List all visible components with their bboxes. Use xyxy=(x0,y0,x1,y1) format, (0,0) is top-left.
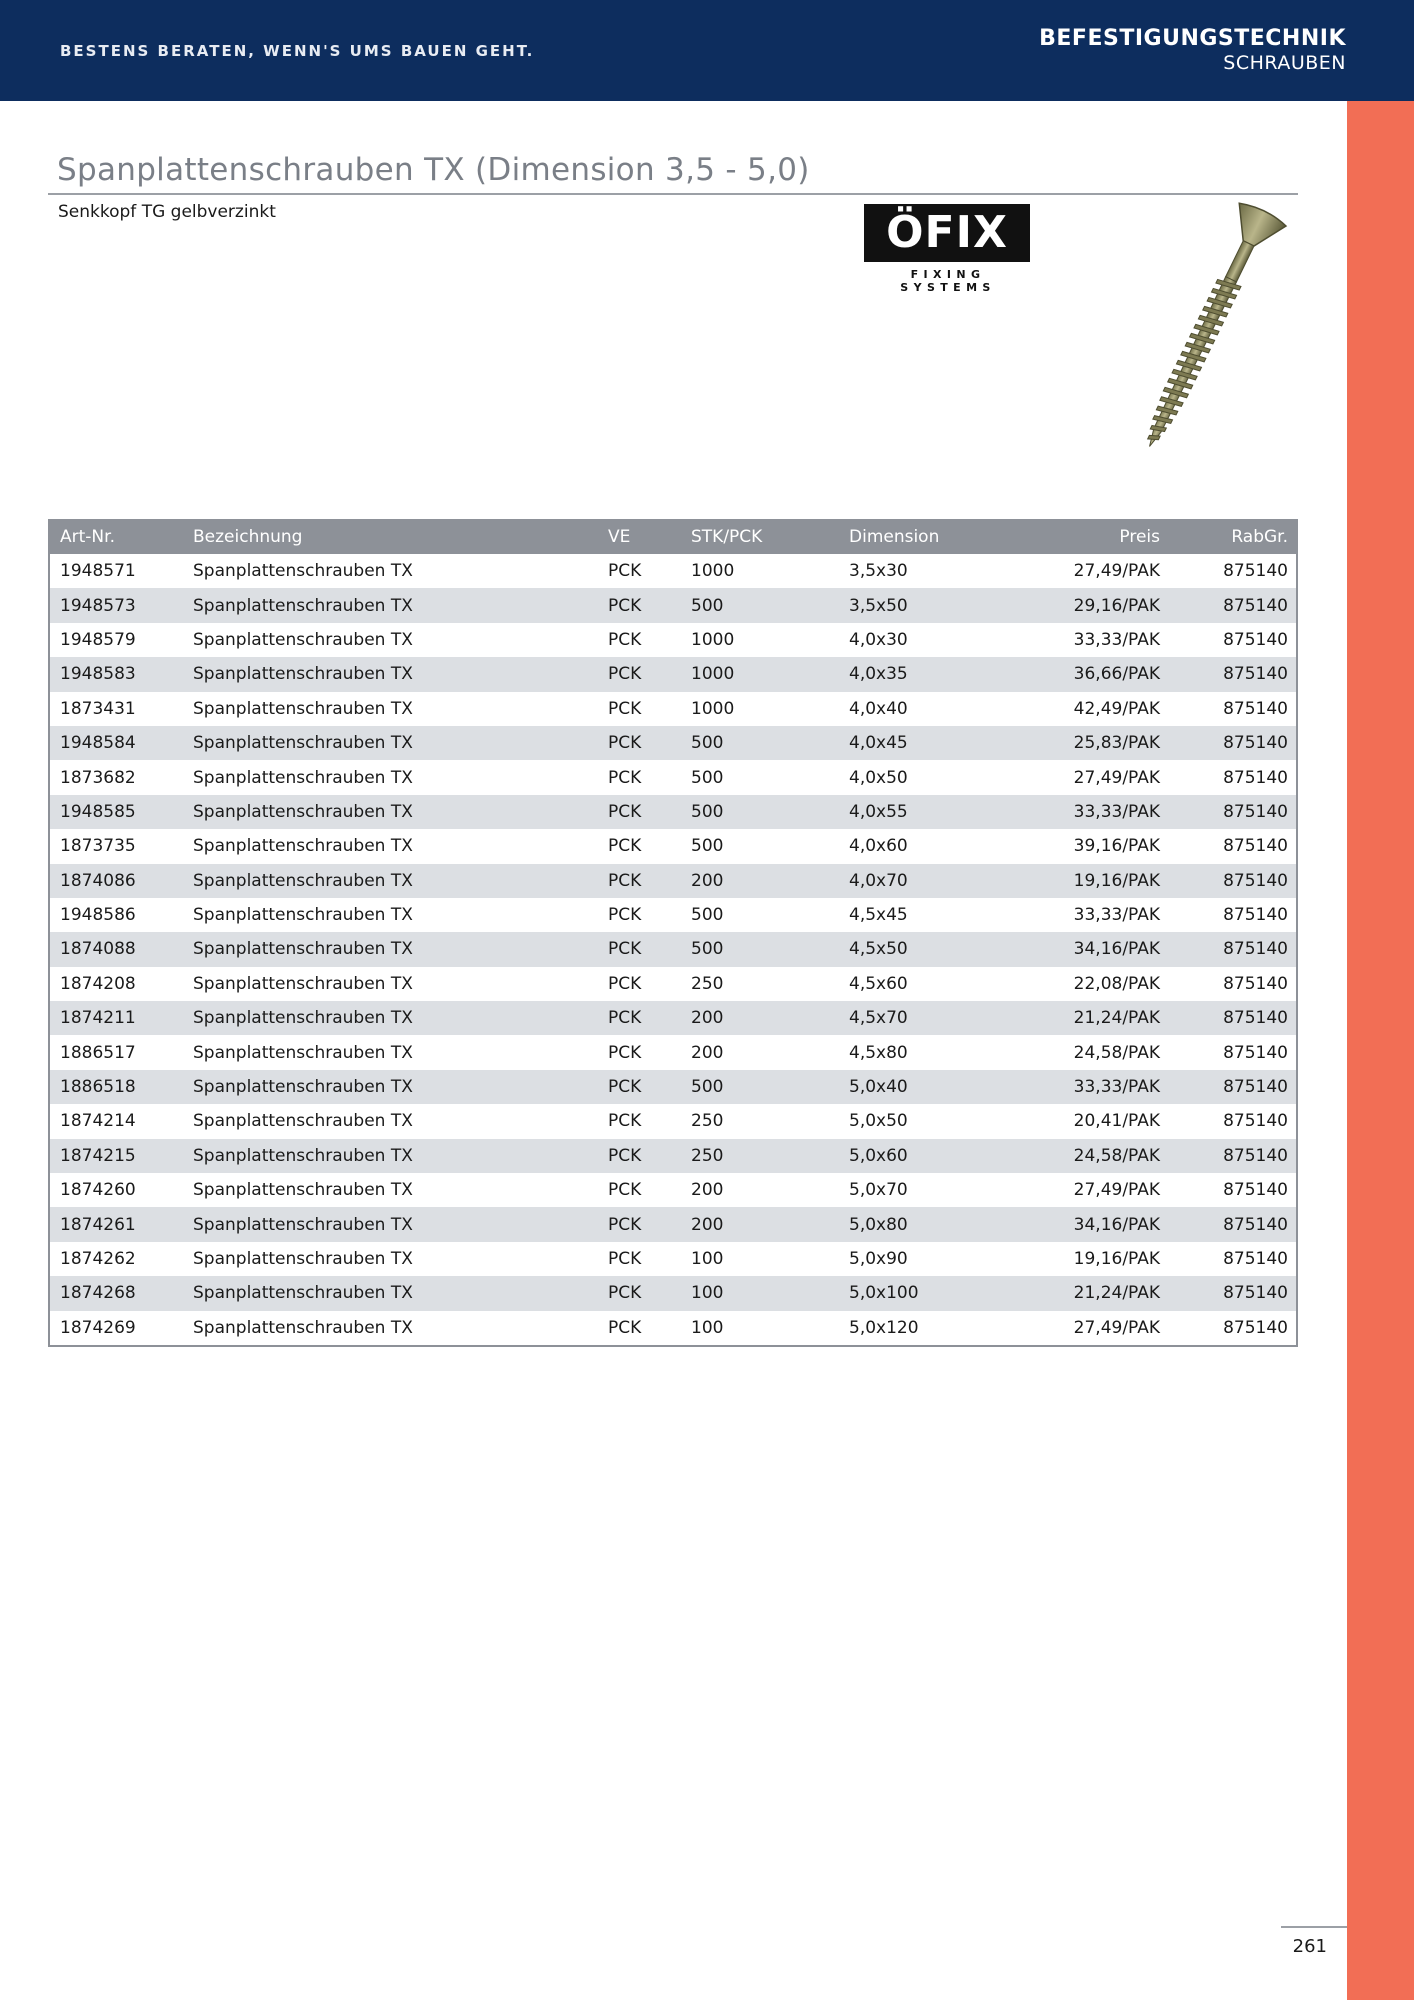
table-row xyxy=(50,795,1296,829)
cell-bezeichnung: Spanplattenschrauben TX xyxy=(193,1317,413,1338)
cell-preis: 21,24/PAK xyxy=(1073,1283,1160,1304)
category-title: BEFESTIGUNGSTECHNIK xyxy=(1039,26,1346,51)
cell-art-nr: 1874262 xyxy=(60,1249,136,1269)
cell-ve: PCK xyxy=(608,767,642,788)
cell-bezeichnung: Spanplattenschrauben TX xyxy=(193,1249,413,1269)
cell-dimension: 3,5x50 xyxy=(849,595,908,616)
cell-bezeichnung: Spanplattenschrauben TX xyxy=(193,939,413,960)
cell-art-nr: 1874088 xyxy=(60,939,136,960)
cell-ve: PCK xyxy=(608,801,642,822)
cell-preis: 21,24/PAK xyxy=(1073,1008,1160,1029)
accent-side-bar xyxy=(1347,101,1414,2000)
cell-dimension: 5,0x50 xyxy=(849,1111,908,1132)
cell-dimension: 5,0x120 xyxy=(849,1317,919,1338)
cell-rabgr: 875140 xyxy=(1223,939,1288,960)
cell-rabgr: 875140 xyxy=(1223,870,1288,891)
cell-bezeichnung: Spanplattenschrauben TX xyxy=(193,664,413,685)
cell-ve: PCK xyxy=(608,836,642,857)
cell-rabgr: 875140 xyxy=(1223,1111,1288,1132)
cell-rabgr: 875140 xyxy=(1223,629,1288,650)
cell-ve: PCK xyxy=(608,1077,642,1098)
col-header-bezeichnung: Bezeichnung xyxy=(193,526,303,547)
cell-bezeichnung: Spanplattenschrauben TX xyxy=(193,973,413,994)
cell-dimension: 5,0x70 xyxy=(849,1180,908,1201)
logo-wordmark: ÖFIX xyxy=(886,207,1008,258)
cell-art-nr: 1874268 xyxy=(60,1283,136,1304)
cell-preis: 27,49/PAK xyxy=(1073,1180,1160,1201)
cell-bezeichnung: Spanplattenschrauben TX xyxy=(193,1283,413,1304)
category-label xyxy=(1039,26,1346,74)
cell-bezeichnung: Spanplattenschrauben TX xyxy=(193,1042,413,1063)
cell-art-nr: 1886517 xyxy=(60,1042,136,1063)
cell-art-nr: 1874269 xyxy=(60,1317,136,1338)
cell-dimension: 4,5x70 xyxy=(849,1008,908,1029)
cell-dimension: 4,5x45 xyxy=(849,905,908,926)
table-row xyxy=(50,1139,1296,1173)
cell-bezeichnung: Spanplattenschrauben TX xyxy=(193,767,413,788)
cell-rabgr: 875140 xyxy=(1223,1283,1288,1304)
cell-preis: 34,16/PAK xyxy=(1073,939,1160,960)
subcategory-title: SCHRAUBEN xyxy=(1223,52,1346,74)
table-header-row xyxy=(50,519,1296,554)
cell-rabgr: 875140 xyxy=(1223,664,1288,685)
cell-ve: PCK xyxy=(608,939,642,960)
cell-rabgr: 875140 xyxy=(1223,733,1288,754)
cell-dimension: 5,0x60 xyxy=(849,1145,908,1166)
col-header-art-nr: Art-Nr. xyxy=(60,526,115,547)
cell-rabgr: 875140 xyxy=(1223,595,1288,616)
cell-bezeichnung: Spanplattenschrauben TX xyxy=(193,1214,413,1235)
cell-stk-pck: 250 xyxy=(691,973,724,994)
cell-ve: PCK xyxy=(608,1111,642,1132)
cell-stk-pck: 1000 xyxy=(691,664,735,685)
table-row xyxy=(50,657,1296,691)
table-row xyxy=(50,1173,1296,1207)
cell-rabgr: 875140 xyxy=(1223,1317,1288,1338)
cell-ve: PCK xyxy=(608,1317,642,1338)
cell-preis: 33,33/PAK xyxy=(1073,629,1160,650)
cell-ve: PCK xyxy=(608,698,642,719)
cell-bezeichnung: Spanplattenschrauben TX xyxy=(193,836,413,857)
cell-rabgr: 875140 xyxy=(1223,1042,1288,1063)
cell-dimension: 3,5x30 xyxy=(849,561,908,582)
cell-stk-pck: 200 xyxy=(691,1180,724,1201)
cell-art-nr: 1874086 xyxy=(60,870,136,891)
cell-dimension: 5,0x40 xyxy=(849,1077,908,1098)
col-header-stk-pck: STK/PCK xyxy=(691,526,763,547)
cell-bezeichnung: Spanplattenschrauben TX xyxy=(193,1145,413,1166)
cell-ve: PCK xyxy=(608,1008,642,1029)
cell-stk-pck: 1000 xyxy=(691,698,735,719)
cell-bezeichnung: Spanplattenschrauben TX xyxy=(193,1008,413,1029)
cell-rabgr: 875140 xyxy=(1223,561,1288,582)
cell-dimension: 4,0x55 xyxy=(849,801,908,822)
screw-image xyxy=(1110,200,1300,470)
table-row xyxy=(50,1035,1296,1069)
cell-dimension: 4,0x45 xyxy=(849,733,908,754)
cell-dimension: 5,0x100 xyxy=(849,1283,919,1304)
cell-ve: PCK xyxy=(608,905,642,926)
table-row xyxy=(50,864,1296,898)
table-row xyxy=(50,967,1296,1001)
cell-stk-pck: 1000 xyxy=(691,629,735,650)
cell-stk-pck: 100 xyxy=(691,1283,724,1304)
cell-art-nr: 1948573 xyxy=(60,595,136,616)
cell-dimension: 4,0x40 xyxy=(849,698,908,719)
table-row xyxy=(50,1070,1296,1104)
cell-bezeichnung: Spanplattenschrauben TX xyxy=(193,595,413,616)
cell-stk-pck: 500 xyxy=(691,595,724,616)
cell-stk-pck: 200 xyxy=(691,1214,724,1235)
cell-ve: PCK xyxy=(608,870,642,891)
cell-stk-pck: 200 xyxy=(691,870,724,891)
cell-preis: 19,16/PAK xyxy=(1073,870,1160,891)
cell-preis: 20,41/PAK xyxy=(1073,1111,1160,1132)
cell-bezeichnung: Spanplattenschrauben TX xyxy=(193,1077,413,1098)
price-table xyxy=(48,519,1298,1347)
table-row xyxy=(50,898,1296,932)
cell-rabgr: 875140 xyxy=(1223,1249,1288,1269)
cell-dimension: 4,5x80 xyxy=(849,1042,908,1063)
cell-art-nr: 1886518 xyxy=(60,1077,136,1098)
cell-art-nr: 1874215 xyxy=(60,1145,136,1166)
cell-ve: PCK xyxy=(608,629,642,650)
cell-preis: 27,49/PAK xyxy=(1073,561,1160,582)
cell-art-nr: 1874208 xyxy=(60,973,136,994)
cell-ve: PCK xyxy=(608,1042,642,1063)
cell-dimension: 4,0x35 xyxy=(849,664,908,685)
page-title: Spanplattenschrauben TX (Dimension 3,5 - 5,0) xyxy=(57,152,810,188)
cell-art-nr: 1874261 xyxy=(60,1214,136,1235)
product-subtitle: Senkkopf TG gelbverzinkt xyxy=(58,202,276,222)
cell-preis: 25,83/PAK xyxy=(1073,733,1160,754)
cell-bezeichnung: Spanplattenschrauben TX xyxy=(193,733,413,754)
logo-tagline: FIXING SYSTEMS xyxy=(900,268,996,294)
cell-art-nr: 1873682 xyxy=(60,767,136,788)
cell-preis: 24,58/PAK xyxy=(1073,1042,1160,1063)
cell-stk-pck: 1000 xyxy=(691,561,735,582)
cell-stk-pck: 500 xyxy=(691,1077,724,1098)
table-body xyxy=(50,554,1296,1345)
cell-ve: PCK xyxy=(608,1283,642,1304)
cell-rabgr: 875140 xyxy=(1223,1145,1288,1166)
cell-preis: 33,33/PAK xyxy=(1073,905,1160,926)
cell-stk-pck: 200 xyxy=(691,1008,724,1029)
cell-preis: 34,16/PAK xyxy=(1073,1214,1160,1235)
cell-preis: 24,58/PAK xyxy=(1073,1145,1160,1166)
table-row xyxy=(50,692,1296,726)
cell-stk-pck: 200 xyxy=(691,1042,724,1063)
cell-preis: 19,16/PAK xyxy=(1073,1249,1160,1269)
cell-stk-pck: 500 xyxy=(691,801,724,822)
brand-logo xyxy=(864,204,1032,294)
cell-ve: PCK xyxy=(608,973,642,994)
cell-stk-pck: 500 xyxy=(691,767,724,788)
cell-art-nr: 1948586 xyxy=(60,905,136,926)
cell-bezeichnung: Spanplattenschrauben TX xyxy=(193,1180,413,1201)
cell-bezeichnung: Spanplattenschrauben TX xyxy=(193,801,413,822)
table-row xyxy=(50,554,1296,588)
cell-preis: 29,16/PAK xyxy=(1073,595,1160,616)
cell-art-nr: 1874260 xyxy=(60,1180,136,1201)
cell-art-nr: 1948579 xyxy=(60,629,136,650)
cell-art-nr: 1874211 xyxy=(60,1008,136,1029)
table-row xyxy=(50,1276,1296,1310)
cell-preis: 27,49/PAK xyxy=(1073,767,1160,788)
cell-stk-pck: 500 xyxy=(691,905,724,926)
cell-ve: PCK xyxy=(608,1180,642,1201)
col-header-dimension: Dimension xyxy=(849,526,940,547)
cell-rabgr: 875140 xyxy=(1223,767,1288,788)
cell-rabgr: 875140 xyxy=(1223,1077,1288,1098)
cell-ve: PCK xyxy=(608,664,642,685)
table-row xyxy=(50,1311,1296,1345)
cell-ve: PCK xyxy=(608,1145,642,1166)
cell-preis: 22,08/PAK xyxy=(1073,973,1160,994)
cell-ve: PCK xyxy=(608,561,642,582)
cell-bezeichnung: Spanplattenschrauben TX xyxy=(193,905,413,926)
cell-bezeichnung: Spanplattenschrauben TX xyxy=(193,870,413,891)
cell-stk-pck: 100 xyxy=(691,1249,724,1269)
cell-dimension: 4,5x60 xyxy=(849,973,908,994)
cell-rabgr: 875140 xyxy=(1223,1008,1288,1029)
cell-stk-pck: 100 xyxy=(691,1317,724,1338)
cell-rabgr: 875140 xyxy=(1223,973,1288,994)
cell-dimension: 4,5x50 xyxy=(849,939,908,960)
cell-preis: 33,33/PAK xyxy=(1073,1077,1160,1098)
cell-ve: PCK xyxy=(608,1214,642,1235)
cell-rabgr: 875140 xyxy=(1223,1214,1288,1235)
table-row xyxy=(50,829,1296,863)
cell-rabgr: 875140 xyxy=(1223,836,1288,857)
table-row xyxy=(50,1242,1296,1276)
cell-dimension: 4,0x60 xyxy=(849,836,908,857)
table-row xyxy=(50,932,1296,966)
cell-ve: PCK xyxy=(608,595,642,616)
table-row xyxy=(50,726,1296,760)
table-row xyxy=(50,1104,1296,1138)
cell-dimension: 4,0x30 xyxy=(849,629,908,650)
table-row xyxy=(50,623,1296,657)
cell-dimension: 4,0x50 xyxy=(849,767,908,788)
cell-preis: 27,49/PAK xyxy=(1073,1317,1160,1338)
cell-dimension: 5,0x90 xyxy=(849,1249,908,1269)
cell-rabgr: 875140 xyxy=(1223,698,1288,719)
cell-preis: 39,16/PAK xyxy=(1073,836,1160,857)
cell-ve: PCK xyxy=(608,1249,642,1269)
col-header-ve: VE xyxy=(608,526,631,547)
logo-box xyxy=(864,204,1030,262)
table-row xyxy=(50,760,1296,794)
table-row xyxy=(50,1001,1296,1035)
cell-stk-pck: 500 xyxy=(691,939,724,960)
header-bar xyxy=(0,0,1414,101)
cell-rabgr: 875140 xyxy=(1223,905,1288,926)
cell-rabgr: 875140 xyxy=(1223,1180,1288,1201)
cell-art-nr: 1948583 xyxy=(60,664,136,685)
cell-bezeichnung: Spanplattenschrauben TX xyxy=(193,629,413,650)
page-number: 261 xyxy=(1292,1936,1327,1957)
cell-stk-pck: 500 xyxy=(691,733,724,754)
tagline: BESTENS BERATEN, WENN'S UMS BAUEN GEHT. xyxy=(60,42,535,60)
table-row xyxy=(50,588,1296,622)
col-header-preis: Preis xyxy=(1119,526,1160,547)
cell-rabgr: 875140 xyxy=(1223,801,1288,822)
cell-preis: 33,33/PAK xyxy=(1073,801,1160,822)
col-header-rabgr: RabGr. xyxy=(1231,526,1288,547)
cell-bezeichnung: Spanplattenschrauben TX xyxy=(193,1111,413,1132)
cell-dimension: 4,0x70 xyxy=(849,870,908,891)
cell-ve: PCK xyxy=(608,733,642,754)
cell-art-nr: 1948585 xyxy=(60,801,136,822)
table-row xyxy=(50,1207,1296,1241)
cell-art-nr: 1873735 xyxy=(60,836,136,857)
cell-preis: 36,66/PAK xyxy=(1073,664,1160,685)
cell-stk-pck: 500 xyxy=(691,836,724,857)
cell-stk-pck: 250 xyxy=(691,1111,724,1132)
title-divider xyxy=(48,193,1298,195)
cell-bezeichnung: Spanplattenschrauben TX xyxy=(193,561,413,582)
page-number-rule xyxy=(1281,1926,1347,1928)
cell-dimension: 5,0x80 xyxy=(849,1214,908,1235)
cell-art-nr: 1948584 xyxy=(60,733,136,754)
cell-stk-pck: 250 xyxy=(691,1145,724,1166)
cell-art-nr: 1948571 xyxy=(60,561,136,582)
cell-bezeichnung: Spanplattenschrauben TX xyxy=(193,698,413,719)
cell-preis: 42,49/PAK xyxy=(1073,698,1160,719)
cell-art-nr: 1874214 xyxy=(60,1111,136,1132)
cell-art-nr: 1873431 xyxy=(60,698,136,719)
